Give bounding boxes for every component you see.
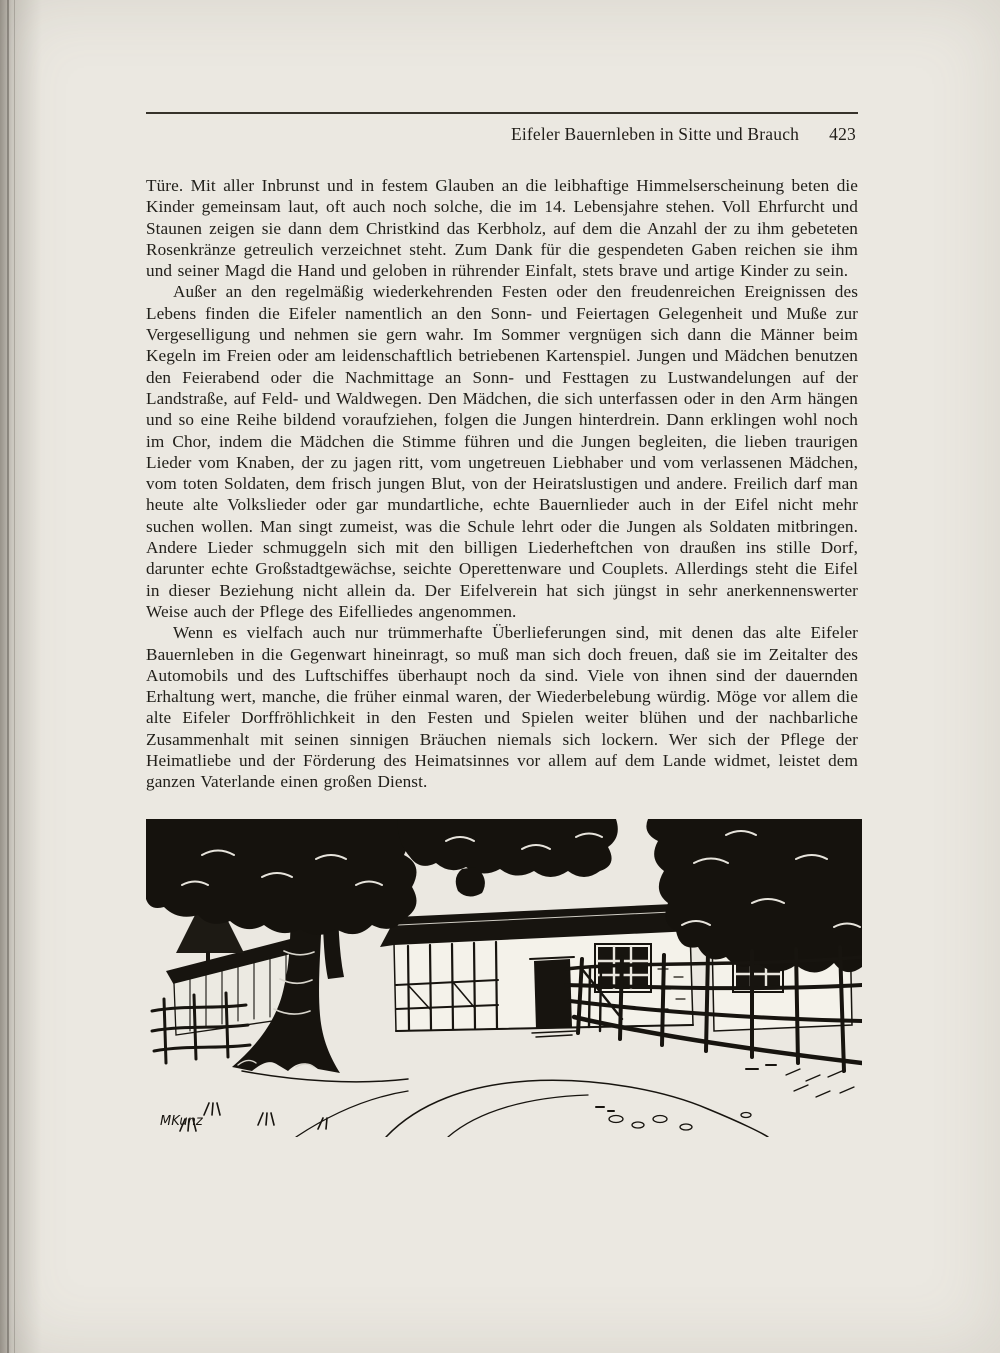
- running-head-block: [146, 112, 858, 145]
- running-head: [146, 124, 858, 145]
- page-content: [146, 112, 858, 1137]
- farmhouse: [380, 903, 708, 1037]
- header-rule: [146, 112, 858, 114]
- page-gutter-shadow: [0, 0, 42, 1353]
- farmhouse-drawing: [146, 819, 862, 1137]
- paragraph: Türe. Mit aller Inbrunst und in festem Glauben an die leibhaftige Himmelserscheinung beten die Kinder gemeinsam laut, oft auch noch solche, die im 14. Lebensjahre stehen. Voll Ehrfurcht und Staunen zeigen sie dann dem Christkind das Kerbholz, auf dem die Anzahl der zu ihm gebeteten Rosenkränze getreulich verzeichnet steht. Zum Dank für die gespendeten Gaben reichen sie ihm und seiner Magd die Hand und geloben in rührender Einfalt, stets brave und artige Kinder zu sein.: [146, 176, 858, 281]
- paragraph: Außer an den regelmäßig wiederkehrenden Festen oder den freudenreichen Ereignissen des Lebens finden die Eifeler namentlich an den Sonn- und Feiertagen Gelegenheit und Muße zur Vergeselligung und nehmen sie gern wahr. Im Sommer vergnügen sich dann die Männer beim Kegeln im Freien oder am leidenschaftlich betriebenen Kartenspiel. Jungen und Mädchen benutzen den Feierabend oder die Nachmittage an Sonn- und Festtagen zu Lustwandelungen auf der Landstraße, auf Feld- und Waldwegen. Den Mädchen, die sich unterfassen oder in den Arm hängen und so eine Reihe bildend voraufziehen, folgen die Jungen hinterdrein. Dann erklingen wohl noch im Chor, indem die Mädchen die Stimme führen und die Jungen begleiten, die lieben traurigen Lieder vom Knaben, der zu jagen ritt, vom ungetreuen Liebhaber und vom verlassenen Mädchen, vom toten Soldaten, dem frisch jungen Blut, von der Heiratslustigen und andere. Freilich darf man heute alte Volkslieder oder gar mundartliche, echte Bauernlieder auch in der Eifel nicht mehr suchen wollen. Man singt zumeist, was die Schule lehrt oder die Jungen als Soldaten mitbringen. Andere Lieder schmuggeln sich mit den billigen Liederheftchen von draußen ins stille Dorf, darunter echte Großstadtgewächse, seichte Operettenware und Couplets. Allerdings steht die Eifel in dieser Beziehung nicht allein da. Der Eifelverein hat sich jüngst in sehr anerkennenswerter Weise auch der Pflege des Eifelliedes angenommen.: [146, 282, 858, 621]
- page-number: 423: [829, 124, 856, 144]
- running-head-title: Eifeler Bauernleben in Sitte und Brauch: [510, 124, 800, 144]
- ground-and-lane: [180, 1065, 854, 1137]
- article-body: [146, 175, 858, 1137]
- artist-signature: MKunz: [160, 1113, 203, 1129]
- farmhouse-illustration: [146, 819, 862, 1137]
- paragraph: Wenn es vielfach auch nur trümmerhafte Überlieferungen sind, mit denen das alte Eifeler Bauernleben in die Gegenwart hineinragt, so muß man sich doch freuen, daß sie im Zeitalter des Automobils und des Luftschiffes überhaupt noch da sind. Viele von ihnen sind der dauernden Erhaltung wert, manche, die früher einmal waren, der Wiederbelebung würdig. Möge vor allem die alte Eifeler Dorffröhlichkeit in den Festen und Spielen weiter blühen und der nachbarliche Zusammenhalt mit seinen sinnigen Bräuchen niemals sich lockern. Wer sich der Pflege der Heimatliebe und der Förderung des Heimatsinnes vor allem auf dem Lande widmet, leistet dem ganzen Vaterlande einen großen Dienst.: [146, 623, 858, 792]
